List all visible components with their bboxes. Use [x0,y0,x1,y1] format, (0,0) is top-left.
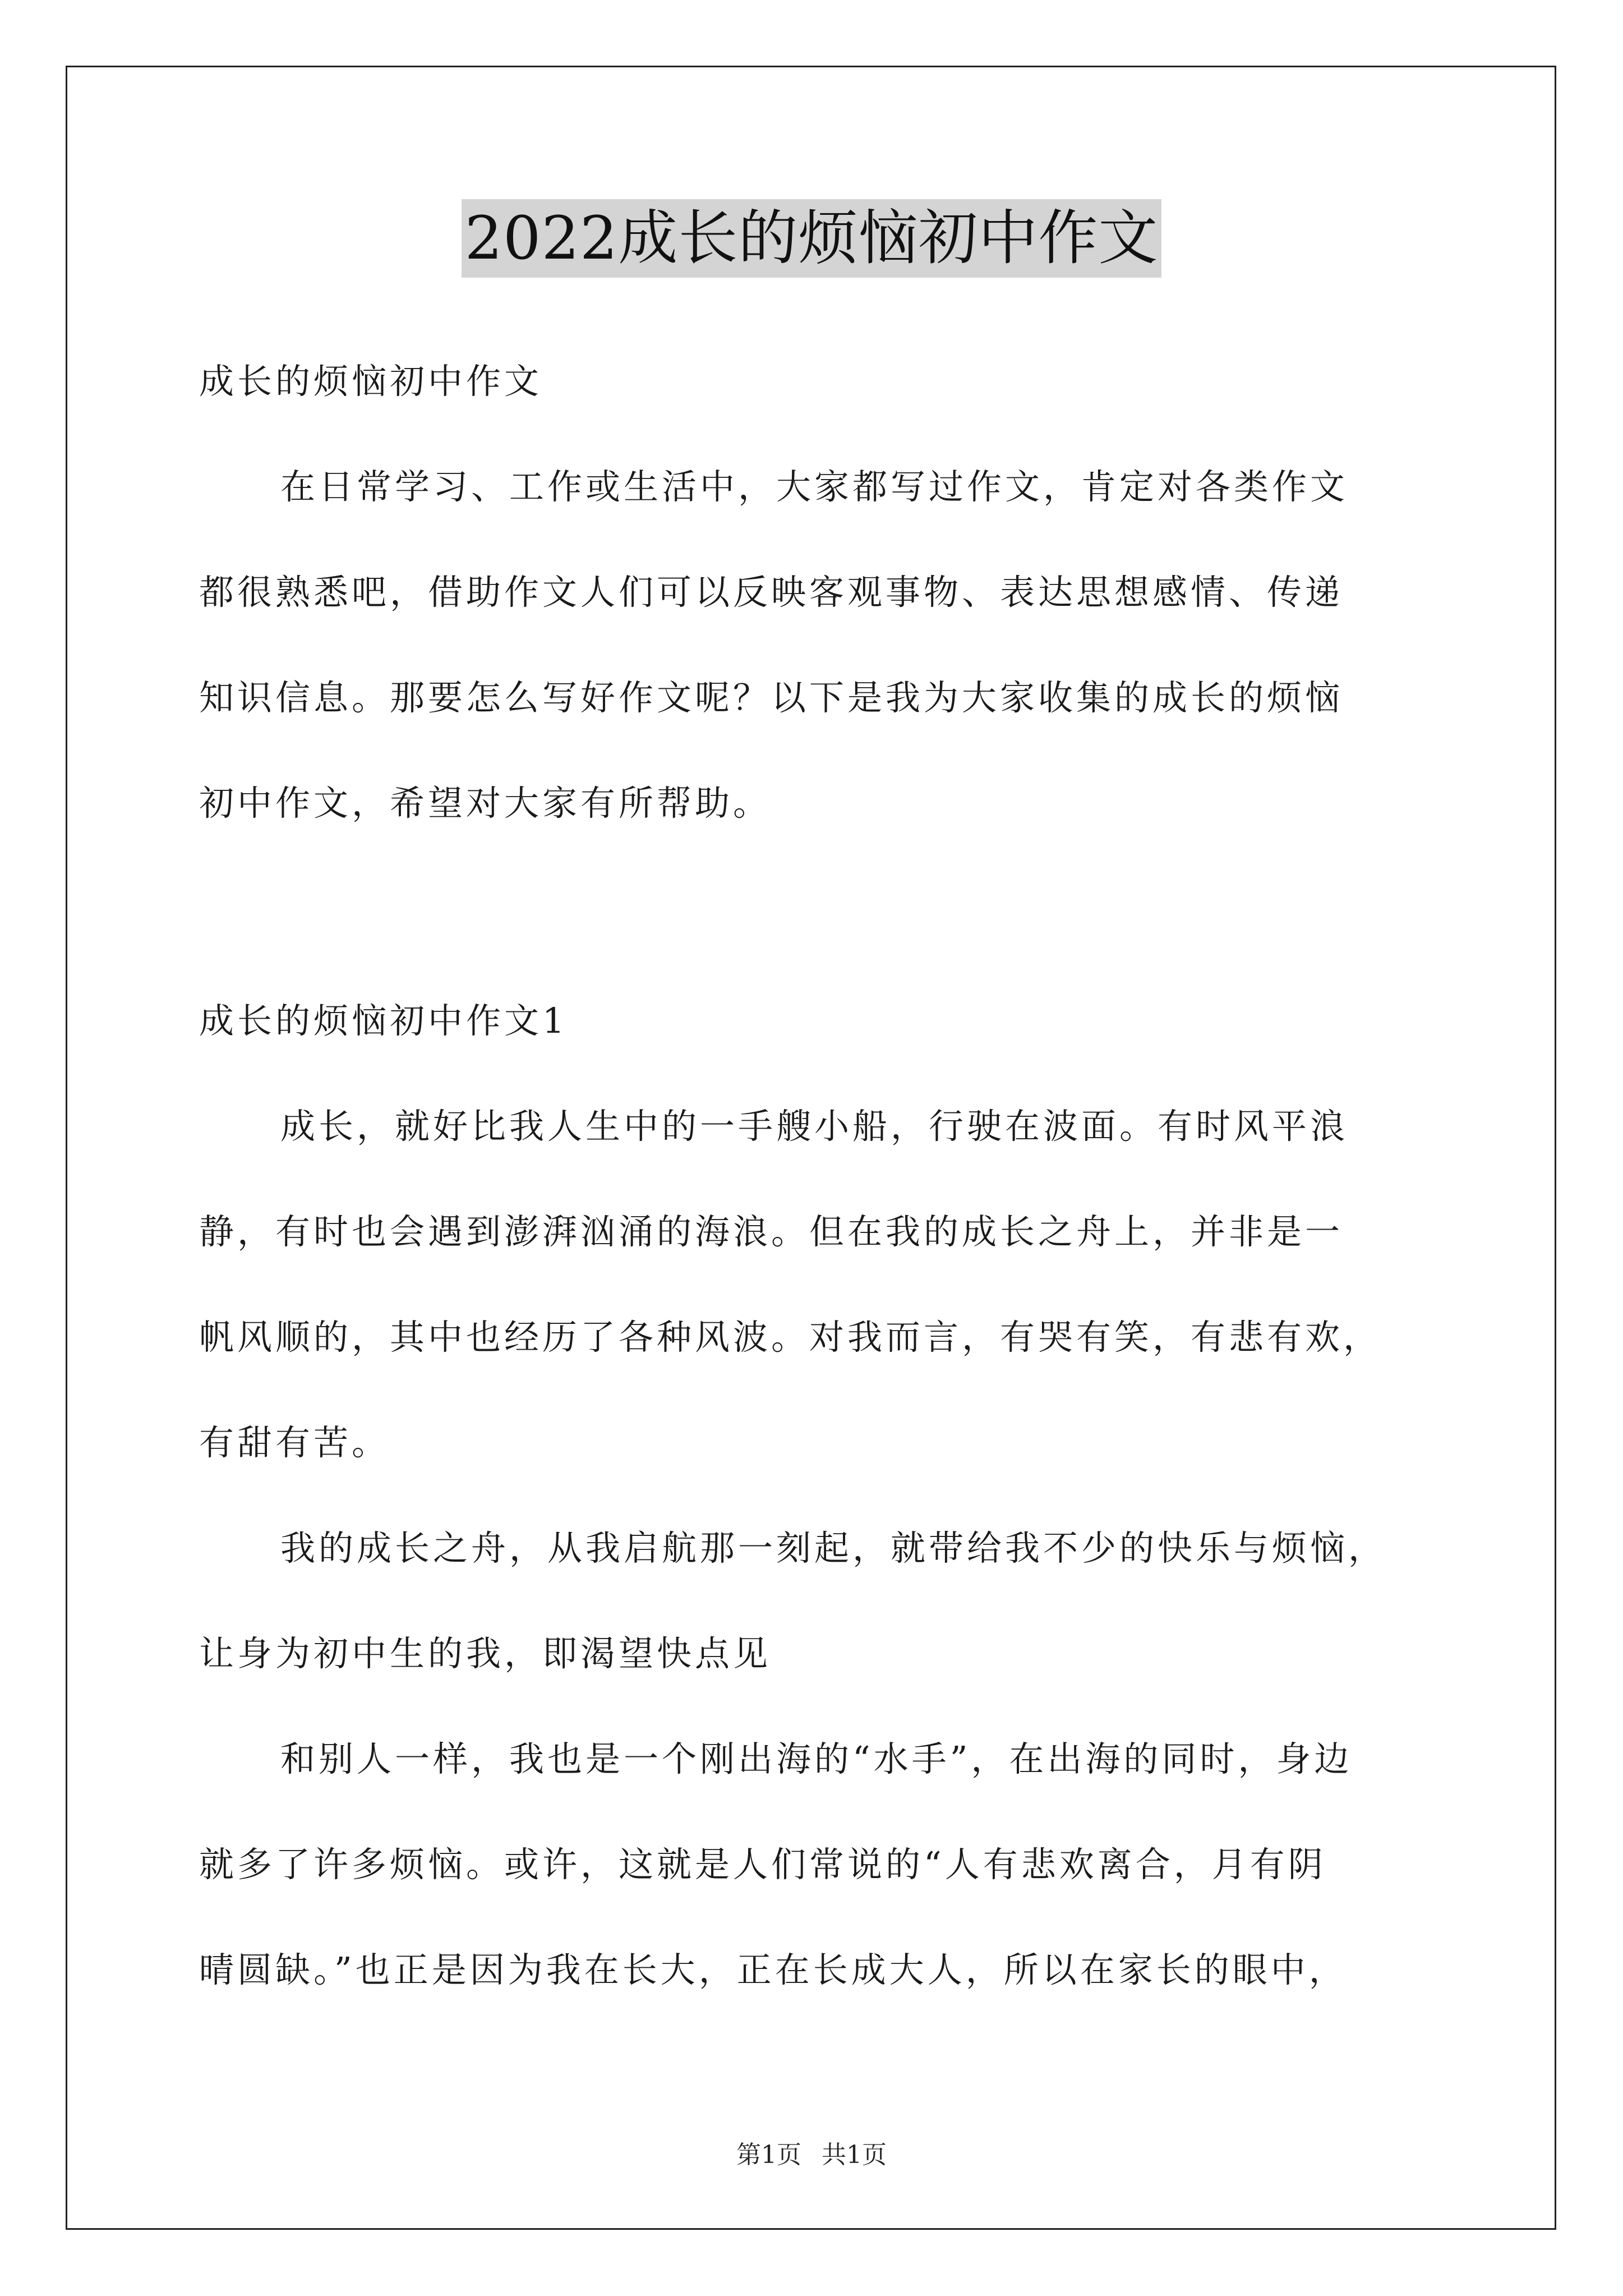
page-number: 第1页 [736,2141,801,2169]
paragraph-line: 在日常学习、工作或生活中，大家都写过作文，肯定对各类作文 [280,466,1349,507]
paragraph-line: 和别人一样，我也是一个刚出海的“水手”，在出海的同时，身边 [280,1738,1353,1779]
paragraph-line: 成长，就好比我人生中的一手艘小船，行驶在波面。有时风平浪 [280,1106,1349,1147]
paragraph-line: 有甜有苦。 [199,1422,390,1463]
section-heading: 成长的烦恼初中作文 [199,361,543,402]
paragraph-line: 让身为初中生的我，即渴望快点见 [199,1633,772,1674]
page-footer [0,2134,1623,2170]
paragraph-line: 都很熟悉吧，借助作文人们可以反映客观事物、表达思想感情、传递 [199,572,1344,613]
paragraph-line: 知识信息。那要怎么写好作文呢？以下是我为大家收集的成长的烦恼 [199,677,1344,718]
paragraph-line: 就多了许多烦恼。或许，这就是人们常说的“人有悲欢离合，月有阴 [199,1844,1326,1885]
paragraph-line: 帆风顺的，其中也经历了各种风波。对我而言，有哭有笑，有悲有欢， [199,1317,1382,1358]
document-title: 2022成长的烦恼初中作文 [462,199,1162,278]
paragraph-line: 初中作文，希望对大家有所帮助。 [199,783,772,823]
section-heading: 成长的烦恼初中作文1 [199,1000,568,1041]
page-total: 共1页 [822,2141,887,2169]
title-wrap [0,199,1623,278]
paragraph-line: 我的成长之舟，从我启航那一刻起，就带给我不少的快乐与烦恼， [280,1527,1387,1568]
paragraph-line: 晴圆缺。”也正是因为我在长大，正在长成大人，所以在家长的眼中， [199,1949,1347,1990]
paragraph-line: 静，有时也会遇到澎湃汹涌的海浪。但在我的成长之舟上，并非是一 [199,1211,1344,1252]
